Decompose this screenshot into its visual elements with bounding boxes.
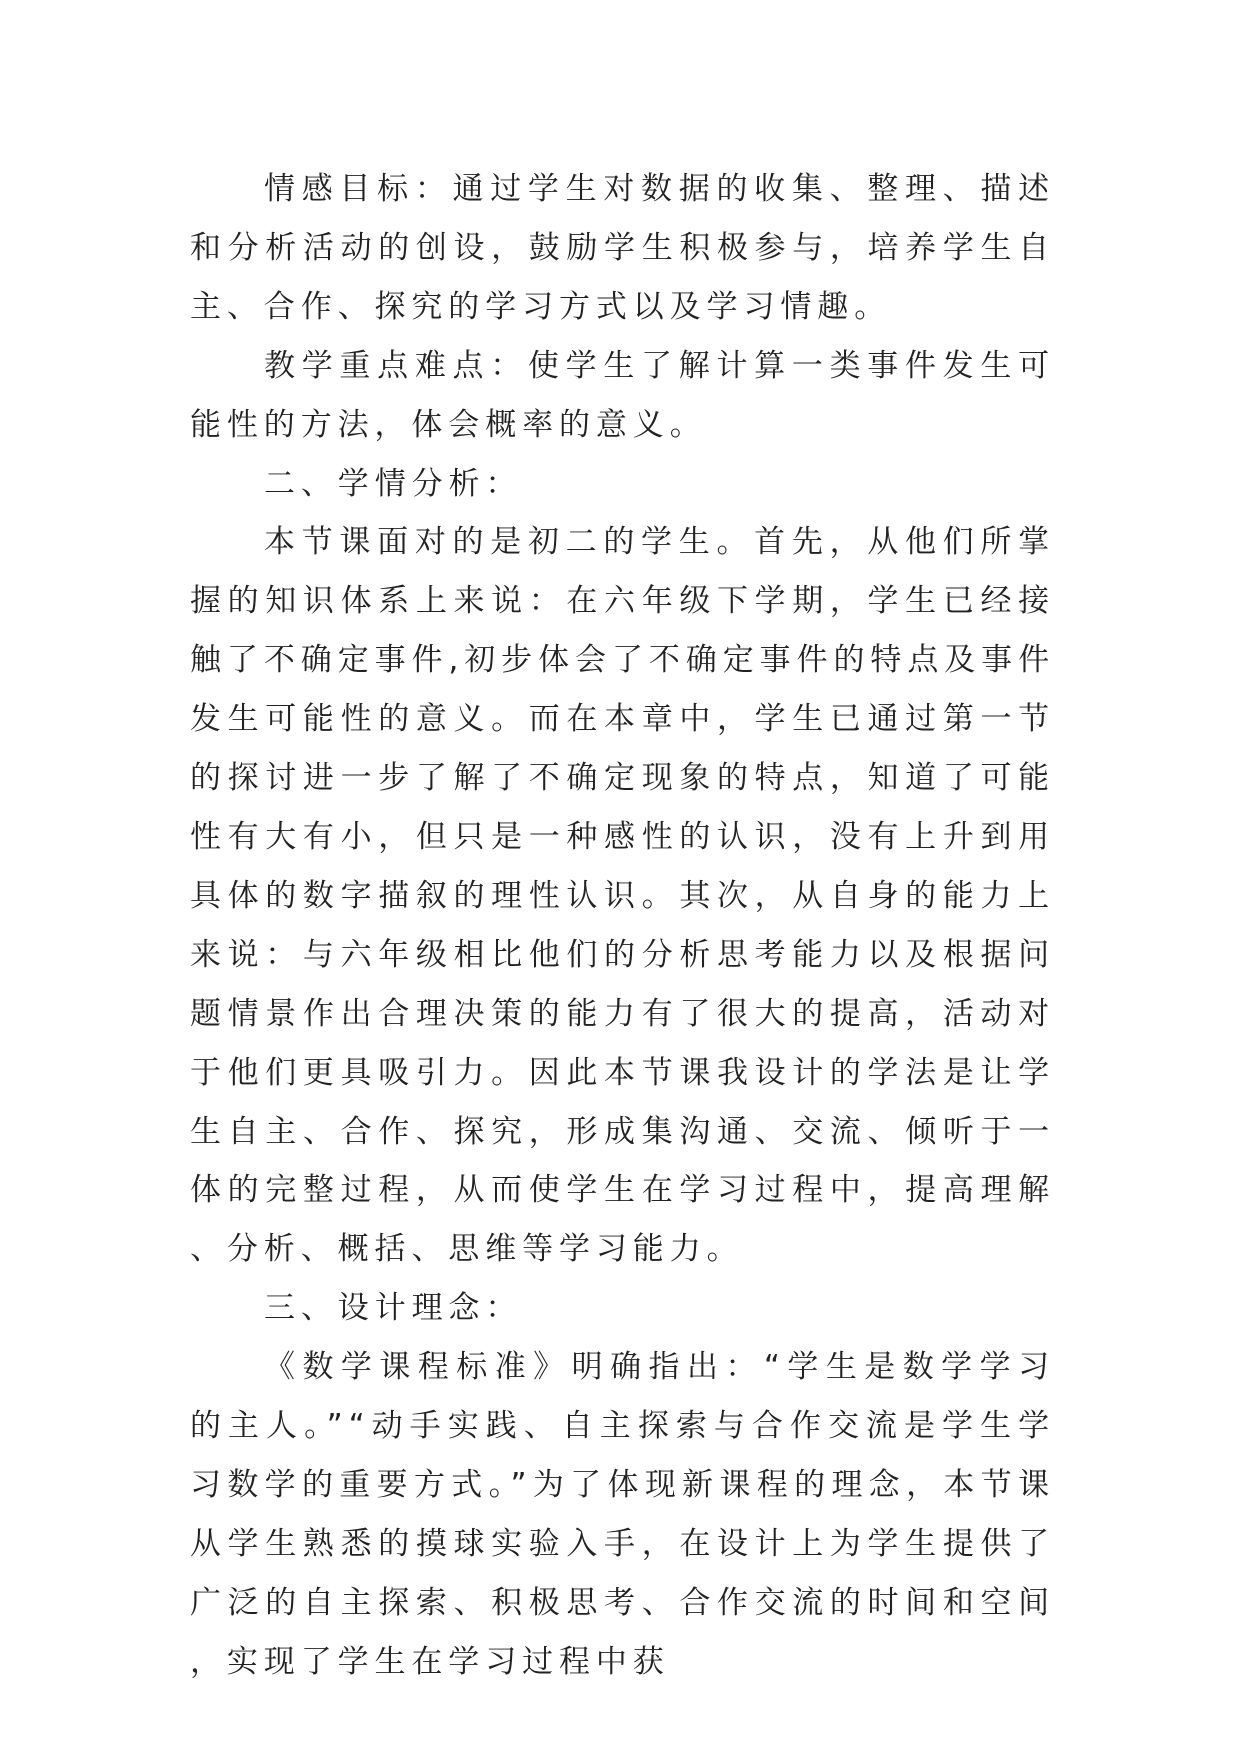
paragraph-emotional-goal: 情感目标：通过学生对数据的收集、整理、描述和分析活动的创设，鼓励学生积极参与，培养学生自主、合作、探究的学习方式以及学习情趣。 <box>190 171 1055 325</box>
paragraph-design-concept: 《数学课程标准》明确指出：“学生是数学学习的主人。”“动手实践、自主探索与合作交流是学生学习数学的重要方式。”为了体现新课程的理念，本节课从学生熟悉的摸球实验入手，在设计上为学生提供了广泛的自主探索、积极思考、合作交流的时间和空间，实现了学生在学习过程中获 <box>190 1349 1055 1680</box>
paragraph-learner-analysis: 本节课面对的是初二的学生。首先，从他们所掌握的知识体系上来说：在六年级下学期，学生已经接触了不确定事件,初步体会了不确定事件的特点及事件发生可能性的意义。而在本章中，学生已通过第一节的探讨进一步了解了不确定现象的特点，知道了可能性有大有小，但只是一种感性的认识，没有上升到用具体的数字描叙的理性认识。其次，从自身的能力上来说：与六年级相比他们的分析思考能力以及根据问题情景作出合理决策的能力有了很大的提高，活动对于他们更具吸引力。因此本节课我设计的学法是让学生自主、合作、探究，形成集沟通、交流、倾听于一体的完整过程，从而使学生在学习过程中，提高理解、分析、概括、思维等学习能力。 <box>190 524 1055 1268</box>
document-body <box>190 160 1055 1692</box>
paragraph-key-difficulty: 教学重点难点：使学生了解计算一类事件发生可能性的方法，体会概率的意义。 <box>190 347 1055 443</box>
section-heading-design-concept: 三、设计理念： <box>264 1290 523 1327</box>
section-heading-learner-analysis: 二、学情分析： <box>264 465 523 502</box>
